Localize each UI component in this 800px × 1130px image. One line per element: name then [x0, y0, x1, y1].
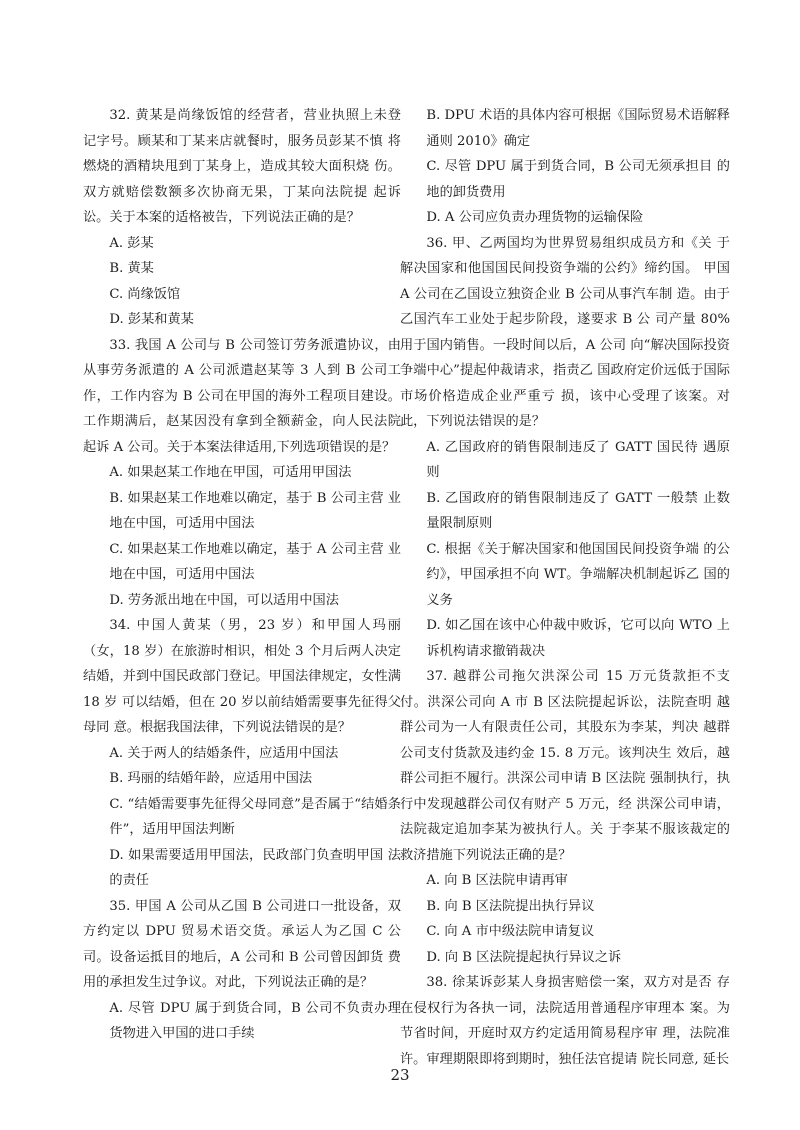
answer-option: B. 黄某	[109, 261, 154, 276]
question-text: 34. 中国人黄某（男，23 岁）和甲国人玛丽（女，18 岁）在旅游时相识，相处 3 个月后两人决定结婚，并到中国民政部门登记。甲国法律规定，女性满 18 岁 可以结婚，但在 20 岁以前结婚需要事先征得父母同 意。根据我国法律，下列说法错误的是？	[83, 618, 401, 735]
question-text: 37. 越群公司拖欠洪深公司 15 万元货款拒不支 付。洪深公司向 A 市 B 区法院提起诉讼，法院查明 越群公司为一人有限责任公司，其股东为李某，判决 越群公司支付货款及违约金 15. 8 万元。该判决生 效后，越群公司拒不履行。洪深公司申请 B 区法院 强制执行，执行中发现越群公司仅有财产 5 万元，经 洪深公司申请，法院裁定追加李某为被执行人。关 于李某不服该裁定的救济措施下列说法正确的是？	[400, 669, 730, 863]
question-text: 33. 我国 A 公司与 B 公司签订劳务派遣协议，由从事劳务派遣的 A 公司派遣赵某等 3 人到 B 公司工 作，工作内容为 B 公司在甲国的海外工程项目建设。 工作期满后，赵某因没有拿到全额薪金，向人民法院 起诉 A 公司。关于本案法律适用,下列选项错误的是？	[83, 337, 401, 455]
answer-option: A. 乙国政府的销售限制违反了 GATT 国民待 遇原则	[426, 439, 730, 480]
answer-option: B. 如果赵某工作地难以确定，基于 B 公司主营 业地在中国，可适用中国法	[109, 490, 401, 531]
answer-option: B. 玛丽的结婚年龄，应适用中国法	[109, 771, 313, 786]
answer-option: B. DPU 术语的具体内容可根据《国际贸易术语解释通则 2010》确定	[426, 108, 730, 149]
left-column	[83, 103, 401, 1047]
answer-option: A. 向 B 区法院申请再审	[426, 873, 568, 888]
question-text: 35. 甲国 A 公司从乙国 B 公司进口一批设备，双方约定以 DPU 贸易术语交货。承运人为乙国 C 公 司。设备运抵目的地后，A 公司和 B 公司曾因卸货 费用的承担发生过争议。对此，下列说法正确的是？	[83, 898, 401, 990]
answer-option: B. 乙国政府的销售限制违反了 GATT 一般禁 止数量限制原则	[426, 490, 730, 531]
answer-option: D. 如乙国在该中心仲裁中败诉，它可以向 WTO 上诉机构请求撤销裁决	[426, 618, 730, 659]
right-column	[400, 103, 730, 1072]
question-text: 32. 黄某是尚缘饭馆的经营者，营业执照上未登 记字号。顾某和丁某来店就餐时，服务员彭某不慎 将燃烧的酒精块甩到丁某身上，造成其较大面积烧 伤。双方就赔偿数额多次协商无果，丁某向法院提 起诉讼。关于本案的适格被告，下列说法正确的是？	[83, 108, 401, 225]
answer-option: D. A 公司应负责办理货物的运输保险	[426, 210, 644, 225]
page-number: 23	[390, 1066, 410, 1084]
answer-option: D. 如果需要适用甲国法，民政部门负查明甲国 法的责任	[109, 847, 401, 888]
answer-option: C. “结婚需要事先征得父母同意”是否属于“结婚条件”，适用甲国法判断	[109, 796, 401, 837]
question-text: 38. 徐某诉彭某人身损害赔偿一案，双方对是否 存在侵权行为各执一词，法院适用普通程序审理本 案。为节省时间，开庭时双方约定适用简易程序审 理，法院准许。审理期限即将到期时，独任法官提请 院长同意, 延长	[400, 975, 730, 1067]
answer-option: C. 根据《关于解决国家和他国国民间投资争端 的公约》，甲国承担不向 WT。争端解决机制起诉乙 国的义务	[426, 541, 730, 608]
answer-option: A. 如果赵某工作地在甲国，可适用甲国法	[109, 465, 352, 480]
answer-option: A. 彭某	[109, 235, 154, 251]
answer-option: B. 向 B 区法院提出执行异议	[426, 898, 595, 914]
answer-option: D. 劳务派出地在中国，可以适用中国法	[109, 592, 339, 608]
answer-option: A. 关于两人的结婚条件，应适用中国法	[109, 745, 339, 761]
answer-option: A. 尽管 DPU 属于到货合同，B 公司不负责办理 货物进入甲国的进口手续	[109, 1000, 401, 1041]
answer-option: D. 向 B 区法院提起执行异议之诉	[426, 949, 622, 965]
answer-option: D. 彭某和黄某	[109, 312, 194, 327]
question-text: 36. 甲、乙两国均为世界贸易组织成员方和《关 于解决国家和他国国民间投资争端的公约》缔约国。 甲国 A 公司在乙国设立独资企业 B 公司从事汽车制 造。由于乙国汽车工业处于起步阶段，遂要求 B 公 司产量 80%用于国内销售。一段时间以后，A 公司 向“解决国际投资争端中心”提起仲裁请求，指责乙 国政府定价远低于国际市场价格造成企业严重亏 损，该中心受理了该案。对此，下列说法错误的是？	[400, 235, 730, 429]
answer-option: C. 如果赵某工作地难以确定，基于 A 公司主营 业地在中国，可适用中国法	[109, 541, 401, 582]
answer-option: C. 尽管 DPU 属于到货合同，B 公司无须承担目 的地的卸货费用	[426, 159, 730, 200]
answer-option: C. 向 A 市中级法院申请复议	[426, 924, 595, 939]
answer-option: C. 尚缘饭馆	[109, 286, 181, 302]
